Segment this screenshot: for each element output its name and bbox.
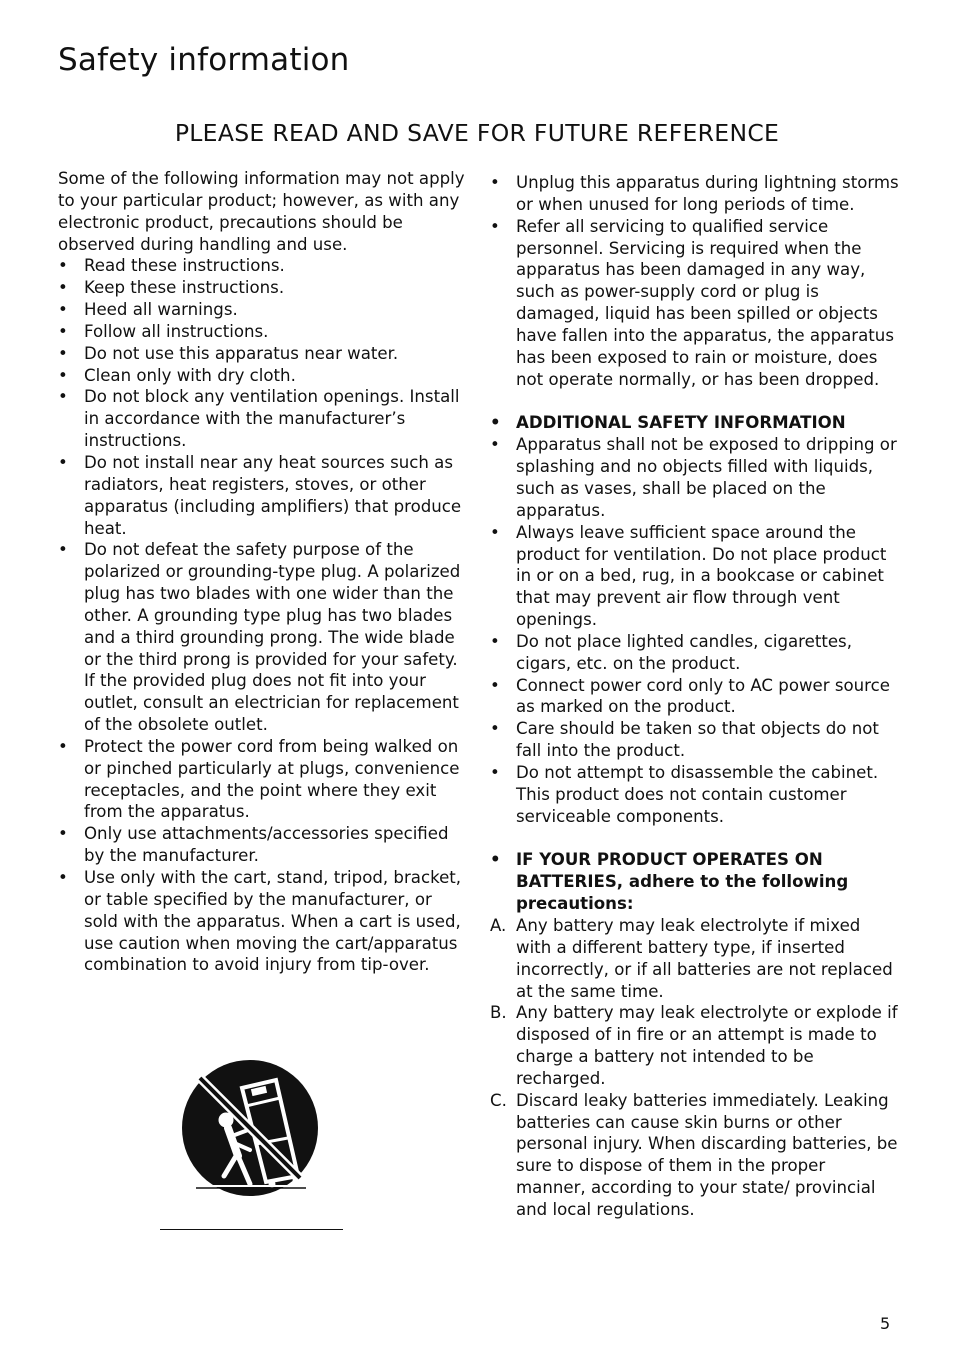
list-item-text: Refer all servicing to qualified service personnel. Servicing is required when the apparatus has been damaged in any way, such as power-supply cord or plug is damaged, liquid has been spilled or objects have fallen into the apparatus, the apparatus has been exposed to rain or moisture, does not operate normally, or has been dropped. bbox=[516, 216, 894, 389]
list-item bbox=[490, 216, 900, 391]
list-item-text: Apparatus shall not be exposed to dripping or splashing and no objects filled with liquids, such as vases, shall be placed on the apparatus. bbox=[516, 435, 897, 520]
list-item-text: Unplug this apparatus during lightning storms or when unused for long periods of time. bbox=[516, 173, 899, 214]
additional-safety-section bbox=[490, 412, 900, 434]
list-item-text: Clean only with dry cloth. bbox=[84, 365, 296, 385]
battery-item bbox=[490, 1002, 900, 1089]
list-item-text: Care should be taken so that objects do not fall into the product. bbox=[516, 719, 879, 761]
bullet-mark: • bbox=[490, 850, 501, 870]
list-item-text: Protect the power cord from being walked on or pinched particularly at plugs, convenience receptacles, and the point where they exit from the apparatus. bbox=[84, 736, 460, 822]
battery-item-text: Any battery may leak electrolyte or explode if disposed of in fire or an attempt is made to charge a battery not intended to be recharged. bbox=[516, 1003, 898, 1088]
bullet-mark: • bbox=[58, 278, 68, 298]
page-subtitle: PLEASE READ AND SAVE FOR FUTURE REFERENCE bbox=[174, 119, 780, 147]
servicing-list bbox=[490, 172, 900, 390]
list-item bbox=[58, 867, 468, 976]
list-item-text: Keep these instructions. bbox=[84, 278, 285, 298]
list-item bbox=[58, 365, 468, 387]
bullet-mark: • bbox=[58, 256, 68, 276]
list-item-text: Do not block any ventilation openings. Install in accordance with the manufacturer’s instructions. bbox=[84, 387, 460, 451]
battery-section bbox=[490, 849, 900, 915]
battery-item-letter: A. bbox=[490, 916, 507, 935]
bullet-mark: • bbox=[58, 540, 68, 560]
right-column bbox=[490, 172, 900, 1221]
battery-item bbox=[490, 1090, 900, 1221]
list-item-text: Do not attempt to disassemble the cabinet. This product does not contain customer serviceable components. bbox=[516, 762, 879, 826]
bullet-mark: • bbox=[58, 824, 68, 844]
bullet-mark: • bbox=[490, 719, 500, 739]
left-column bbox=[58, 168, 468, 976]
bullet-mark: • bbox=[490, 173, 500, 192]
battery-item-text: Discard leaky batteries immediately. Leaking batteries can cause skin burns or other personal injury. When discarding batteries, be sure to dispose of them in the proper manner, according to your state/ provincial and local regulations. bbox=[516, 1090, 898, 1219]
bullet-mark: • bbox=[490, 675, 500, 695]
additional-safety-heading: • ADDITIONAL SAFETY INFORMATION bbox=[490, 413, 846, 433]
additional-safety-list bbox=[490, 434, 900, 827]
bullet-mark: • bbox=[58, 343, 68, 363]
battery-item bbox=[490, 915, 900, 1002]
bullet-mark: • bbox=[490, 762, 500, 782]
bullet-mark: • bbox=[490, 216, 500, 236]
battery-precautions-list bbox=[490, 915, 900, 1221]
page-number: 5 bbox=[880, 1314, 891, 1333]
cart-tip-over-warning-icon bbox=[180, 1058, 320, 1198]
bullet-mark: • bbox=[58, 387, 68, 407]
battery-item-letter: C. bbox=[490, 1090, 507, 1110]
list-item bbox=[58, 539, 468, 736]
list-item-text: Do not use this apparatus near water. bbox=[84, 343, 399, 363]
list-item-text: Heed all warnings. bbox=[84, 300, 238, 320]
bullet-mark: • bbox=[58, 365, 68, 385]
list-item bbox=[490, 718, 900, 762]
bullet-mark: • bbox=[490, 435, 500, 455]
safety-instructions-list bbox=[58, 255, 468, 976]
bullet-mark: • bbox=[58, 736, 68, 756]
list-item bbox=[58, 321, 468, 343]
list-item bbox=[58, 255, 468, 277]
list-item bbox=[58, 823, 468, 867]
list-item-text: Always leave sufficient space around the product for ventilation. Do not place product in or on a bed, rug, in a bookcase or cabinet that may prevent air flow through vent openings. bbox=[516, 522, 887, 630]
bullet-mark: • bbox=[58, 868, 68, 887]
list-item bbox=[490, 631, 900, 675]
list-item bbox=[58, 386, 468, 452]
battery-item-text: Any battery may leak electrolyte if mixed with a different battery type, if inserted incorrectly, or if all batteries are not replaced at the same time. bbox=[516, 916, 893, 1001]
bullet-mark: • bbox=[490, 522, 500, 542]
list-item bbox=[58, 277, 468, 299]
page-title: Safety information bbox=[58, 42, 350, 78]
list-item bbox=[58, 343, 468, 365]
list-item bbox=[58, 452, 468, 539]
list-item bbox=[490, 675, 900, 719]
list-item-text: Read these instructions. bbox=[84, 256, 285, 276]
list-item bbox=[490, 434, 900, 521]
list-item-text: Use only with the cart, stand, tripod, bracket, or table specified by the manufacturer, or sold with the apparatus. When a cart is used, use caution when moving the cart/apparatus combination to avoid injury from tip-over. bbox=[84, 868, 462, 975]
list-item bbox=[490, 762, 900, 828]
list-item bbox=[490, 172, 900, 216]
battery-item-letter: B. bbox=[490, 1003, 507, 1023]
list-item-text: Do not defeat the safety purpose of the polarized or grounding-type plug. A polarized plug has two blades with one wider than the other. A grounding type plug has two blades and a third grounding prong. The wide blade or the third prong is provided for your safety. If the provided plug does not fit into your outlet, consult an electrician for replacement of the obsolete outlet. bbox=[84, 540, 461, 735]
list-item-text: Do not place lighted candles, cigarettes, cigars, etc. on the product. bbox=[516, 631, 852, 673]
list-item bbox=[58, 736, 468, 823]
intro-paragraph: Some of the following information may not apply to your particular product; however, as with any electronic product, precautions should be observed during handling and use. bbox=[58, 169, 465, 254]
bullet-mark: • bbox=[58, 300, 68, 320]
bullet-mark: • bbox=[490, 631, 500, 651]
battery-heading: • IF YOUR PRODUCT OPERATES ON BATTERIES, adhere to the following precautions: bbox=[490, 850, 849, 914]
divider-rule bbox=[160, 1229, 343, 1230]
list-item-text: Do not install near any heat sources such as radiators, heat registers, stoves, or other apparatus (including amplifiers) that produce heat. bbox=[84, 452, 462, 538]
list-item-text: Follow all instructions. bbox=[84, 321, 269, 341]
bullet-mark: • bbox=[490, 413, 501, 433]
list-item bbox=[58, 299, 468, 321]
list-item bbox=[490, 522, 900, 631]
list-item-text: Connect power cord only to AC power source as marked on the product. bbox=[516, 675, 890, 717]
bullet-mark: • bbox=[58, 321, 68, 341]
bullet-mark: • bbox=[58, 452, 68, 472]
list-item-text: Only use attachments/accessories specified by the manufacturer. bbox=[84, 824, 449, 866]
